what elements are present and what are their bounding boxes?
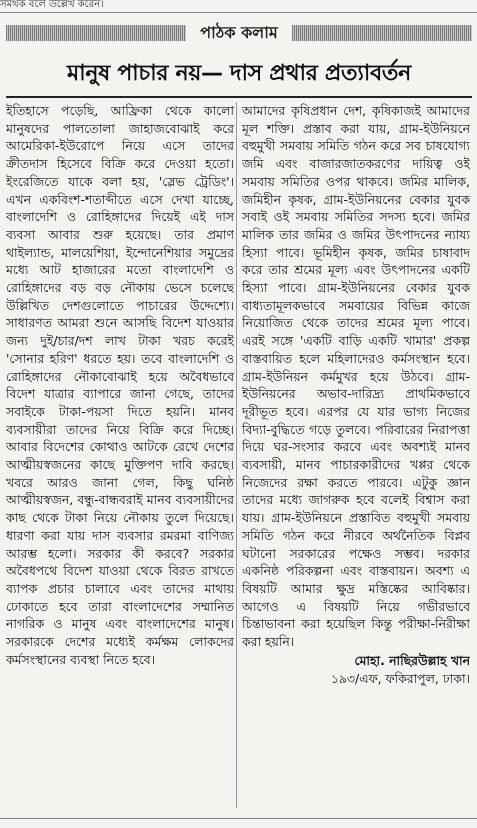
article-column-right — [242, 102, 470, 814]
author-address: ১৯৩/এফ, ফকিরাপুল, ঢাকা। — [330, 670, 470, 686]
headline-divider — [6, 96, 472, 98]
section-hatch-right — [292, 25, 472, 41]
author-name: মোহা. নাছিরউল্লাহ খান — [354, 652, 470, 668]
column-divider — [236, 102, 237, 808]
article-column-left — [6, 102, 234, 814]
right-column-text: আমাদের কৃষিপ্রধান দেশ, কৃষিকাজই আমাদের মূল শক্তি। প্রস্তাব করা যায়, গ্রাম-ইউনিয়নে বহুমুখী সমবায় সমিতি গঠন করে সব চাষযোগ্য জমি এবং বাজারজাতকরণের দায়িত্ব ওই সমবায় সমিতির ওপর থাকবে। জমির মালিক, জমিহীন কৃষক, গ্রাম-ইউনিয়নের বেকার যুবক সবাই ওই সমবায় সমিতির সদস্য হবে। জমির মালিক তার জমির ও জমির উৎপাদনের ন্যায্য হিস্যা পাবে। ভূমিহীন কৃষক, জমির চাষাবাদ করে তার শ্রমের মূল্য এবং উৎপাদনের একটি হিস্যা পাবে। গ্রাম-ইউনিয়নের বেকার যুবক বাধ্যতামূলকভাবে সমবায়ের বিভিন্ন কাজে নিয়োজিত থেকে তাদের শ্রমের মূল্য পাবে। এরই সঙ্গে 'একটি বাড়ি একটি খামার' প্রকল্প বাস্তবায়িত হলে মহিলাদেরও কর্মসংস্থান হবে। গ্রাম-ইউনিয়ন কর্মমুখর হয়ে উঠবে। গ্রাম-ইউনিয়নের অভাব-দারিদ্র্য প্রাথমিকভাবে দূরীভূত হবে। এরপর যে যার ভাগ্য নিজের বিদ্যা-বুদ্ধিতে গড়ে তুলবে। পরিবারের নিরাপত্তা দিয়ে ঘর-সংসার করবে এবং অবশ্যই মানব ব্যবসায়ী, মানব পাচারকারীদের খপ্পর থেকে নিজেদের রক্ষা করতে পারবে। এটুকু জ্ঞান তাদের মধ্যে জাগরুক হবে বলেই বিশ্বাস করা যায়। গ্রাম-ইউনিয়নে প্রস্তাবিত বহুমুখী সমবায় সমিতি গঠন করে নীরবে অর্থনৈতিক বিপ্লব ঘটানো সরকারের পক্ষেও সম্ভব। দরকার একনিষ্ঠ পরিকল্পনা এবং বাস্তবায়ন। অবশ্য এ বিষয়টি আমার ক্ষুদ্র মস্তিষ্কের আবিষ্কার। আগেও এ বিষয়টি নিয়ে গভীরভাবে চিন্তাভাবনা করা হয়েছিল কিন্তু পরীক্ষা-নিরীক্ষা করা হয়নি। — [242, 103, 470, 650]
section-hatch-left — [6, 25, 186, 41]
section-header — [6, 20, 472, 46]
article-headline: মানুষ পাচার নয়— দাস প্রথার প্রত্যাবর্তন — [67, 61, 411, 86]
top-divider — [0, 12, 477, 13]
bottom-divider — [0, 818, 477, 819]
left-column-text: ইতিহাসে পড়েছি, আফ্রিকা থেকে কালো মানুষদের পালতোলা জাহাজবোঝাই করে আমেরিকা-ইউরোপে নিয়ে এসে তাদের ক্রীতদাস হিসেবে বিক্রি করে দেওয়া হতো। ইংরেজিতে যাকে বলা হয়, 'স্লেভ ট্রেডিং'। এখন একবিংশ-শতাব্দীতে এসে দেখা যাচ্ছে, বাংলাদেশি ও রোহিঙ্গাদের দিয়েই এই দাস ব্যবসা আবার শুরু হয়েছে। তার প্রমাণ থাইল্যান্ড, মালয়েশিয়া, ইন্দোনেশিয়ার সমুদ্রের মধ্যে আট হাজারের মতো বাংলাদেশি ও রোহিঙ্গাদের বড় বড় নৌকায় ভেসে চলেছে উল্লিখিত দেশগুলোতে পাচারের উদ্দেশ্যে। সাধারণত আমরা শুনে আসছি বিদেশ যাওয়ার জন্য দুই/চার/দশ লাখ টাকা খরচ করেই 'সোনার হরিণ' ধরতে হয়। তবে বাংলাদেশি ও রোহিঙ্গাদের নৌকাবোঝাই হয়ে অবৈধভাবে বিদেশ যাত্রার ব্যাপারে জানা গেছে, তাদের সবাইকে টাকা-পয়সা দিতে হয়নি। মানব ব্যবসায়ীরা তাদের নিয়ে বিক্রি করে দিচ্ছে। আবার বিদেশের কোথাও আটকে রেখে দেশের আত্মীয়স্বজনের কাছে মুক্তিপণ দাবি করছে। খবরে আরও জানা গেল, কিছু ঘনিষ্ঠ আত্মীয়স্বজন, বন্ধু-বান্ধবরাই মানব ব্যবসায়ীদের কাছ থেকে টাকা নিয়ে নৌকায় তুলে দিয়েছে। ধারণা করা যায় দাস ব্যবসার রমরমা বাণিজ্য আরম্ভ হলো। সরকার কী করবে? সরকার অবৈধপথে বিদেশ যাওয়া থেকে বিরত রাখতে ব্যাপক প্রচার চালাবে এবং তাদের মাথায় ঢোকাতে হবে তারা বাংলাদেশের সম্মানিত নাগরিক ও মানুষ এবং বাংলাদেশের মানুষ। সরকারকে দেশের মধ্যেই কর্মক্ষম লোকদের কর্মসংস্থানের ব্যবস্থা নিতে হবে। — [6, 103, 234, 667]
previous-article-fragment: সমর্থক বলে উল্লেখ করেন। — [0, 0, 104, 10]
section-label: পাঠক কলাম — [186, 20, 291, 47]
